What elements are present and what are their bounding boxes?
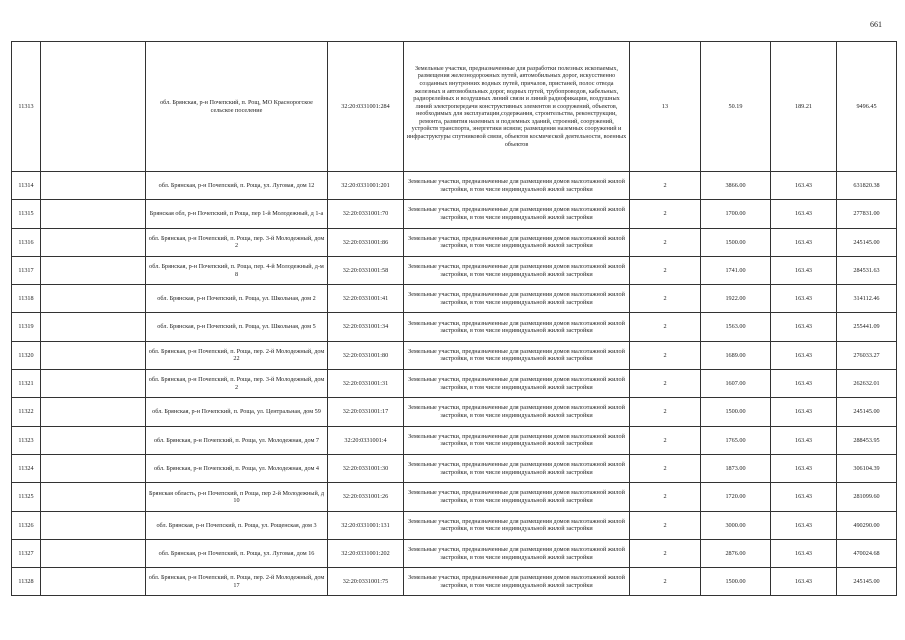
cadastral-value-cell: 490290.00: [837, 511, 897, 539]
table-row: [12, 200, 897, 228]
group-cell: 2: [630, 568, 701, 596]
address-cell: обл. Брянская, р-н Почепский, п. Роща, ул. Луговая, дом 16: [146, 539, 328, 567]
specific-value-cell: 163.43: [771, 370, 837, 398]
address-cell: обл. Брянская, р-н Почепский, п. Роща, пер. 2-й Молодежный, дом 22: [146, 341, 328, 369]
table-row: [12, 426, 897, 454]
cadastral-number-cell: 32:20:0331001:41: [328, 285, 404, 313]
cadastral-value-cell: 306104.39: [837, 454, 897, 482]
empty-cell: [41, 454, 146, 482]
group-cell: 2: [630, 483, 701, 511]
address-cell: обл. Брянская, р-н Почепский, п. Рощ, МО Краснорогское сельское поселение: [146, 42, 328, 172]
address-cell: обл. Брянская, р-н Почепский, п. Роща, ул. Молодежная, дом 7: [146, 426, 328, 454]
row-number-cell: 11316: [12, 228, 41, 256]
cadastral-number-cell: 32:20:0331001:17: [328, 398, 404, 426]
area-cell: 1700.00: [701, 200, 771, 228]
table-row: [12, 228, 897, 256]
table-row: [12, 539, 897, 567]
land-use-cell: Земельные участки, предназначенные для размещения домов малоэтажной жилой застройки, в том числе индивидуальной жилой застройки: [404, 341, 630, 369]
area-cell: 1765.00: [701, 426, 771, 454]
cadastral-value-cell: 245145.00: [837, 568, 897, 596]
row-number-cell: 11319: [12, 313, 41, 341]
specific-value-cell: 163.43: [771, 511, 837, 539]
cadastral-value-cell: 277831.00: [837, 200, 897, 228]
specific-value-cell: 163.43: [771, 313, 837, 341]
area-cell: 1720.00: [701, 483, 771, 511]
cadastral-value-cell: 9496.45: [837, 42, 897, 172]
cadastral-value-cell: 631820.38: [837, 172, 897, 200]
table-row: [12, 256, 897, 284]
specific-value-cell: 163.43: [771, 426, 837, 454]
table-row: [12, 483, 897, 511]
address-cell: обл. Брянская, р-н Почепский, п. Роща, ул. Луговая, дом 12: [146, 172, 328, 200]
empty-cell: [41, 483, 146, 511]
group-cell: 2: [630, 341, 701, 369]
row-number-cell: 11313: [12, 42, 41, 172]
row-number-cell: 11322: [12, 398, 41, 426]
table-row: [12, 370, 897, 398]
land-use-cell: Земельные участки, предназначенные для размещения домов малоэтажной жилой застройки, в том числе индивидуальной жилой застройки: [404, 539, 630, 567]
row-number-cell: 11320: [12, 341, 41, 369]
group-cell: 2: [630, 256, 701, 284]
cadastral-number-cell: 32:20:0331001:70: [328, 200, 404, 228]
table-row: [12, 313, 897, 341]
group-cell: 2: [630, 539, 701, 567]
land-use-cell: Земельные участки, предназначенные для размещения домов малоэтажной жилой застройки, в том числе индивидуальной жилой застройки: [404, 370, 630, 398]
table-row: [12, 568, 897, 596]
specific-value-cell: 163.43: [771, 568, 837, 596]
cadastral-number-cell: 32:20:0331001:30: [328, 454, 404, 482]
empty-cell: [41, 200, 146, 228]
row-number-cell: 11317: [12, 256, 41, 284]
cadastral-number-cell: 32:20:0331001:80: [328, 341, 404, 369]
cadastral-number-cell: 32:20:0331001:34: [328, 313, 404, 341]
cadastral-number-cell: 32:20:0331001:202: [328, 539, 404, 567]
land-use-cell: Земельные участки, предназначенные для размещения домов малоэтажной жилой застройки, в том числе индивидуальной жилой застройки: [404, 313, 630, 341]
group-cell: 2: [630, 370, 701, 398]
cadastral-value-cell: 245145.00: [837, 228, 897, 256]
area-cell: 1500.00: [701, 228, 771, 256]
row-number-cell: 11315: [12, 200, 41, 228]
empty-cell: [41, 341, 146, 369]
row-number-cell: 11324: [12, 454, 41, 482]
row-number-cell: 11314: [12, 172, 41, 200]
land-use-cell: Земельные участки, предназначенные для размещения домов малоэтажной жилой застройки, в том числе индивидуальной жилой застройки: [404, 568, 630, 596]
land-use-cell: Земельные участки, предназначенные для размещения домов малоэтажной жилой застройки, в том числе индивидуальной жилой застройки: [404, 483, 630, 511]
area-cell: 2876.00: [701, 539, 771, 567]
address-cell: обл. Брянская, р-н Почепский, п. Роща, ул. Школьная, дом 2: [146, 285, 328, 313]
land-use-cell: Земельные участки, предназначенные для размещения домов малоэтажной жилой застройки, в том числе индивидуальной жилой застройки: [404, 200, 630, 228]
empty-cell: [41, 285, 146, 313]
empty-cell: [41, 398, 146, 426]
empty-cell: [41, 568, 146, 596]
specific-value-cell: 163.43: [771, 483, 837, 511]
land-use-cell: Земельные участки, предназначенные для размещения домов малоэтажной жилой застройки, в том числе индивидуальной жилой застройки: [404, 454, 630, 482]
empty-cell: [41, 539, 146, 567]
cadastral-value-cell: 255441.09: [837, 313, 897, 341]
row-number-cell: 11328: [12, 568, 41, 596]
empty-cell: [41, 313, 146, 341]
area-cell: 1607.00: [701, 370, 771, 398]
group-cell: 2: [630, 228, 701, 256]
empty-cell: [41, 172, 146, 200]
land-use-cell: Земельные участки, предназначенные для размещения домов малоэтажной жилой застройки, в том числе индивидуальной жилой застройки: [404, 228, 630, 256]
row-number-cell: 11325: [12, 483, 41, 511]
cadastral-value-cell: 281099.60: [837, 483, 897, 511]
specific-value-cell: 189.21: [771, 42, 837, 172]
address-cell: обл. Брянская, р-н Почепский, п. Роща, пер. 4-й Молодежный, д-м 8: [146, 256, 328, 284]
area-cell: 1563.00: [701, 313, 771, 341]
group-cell: 2: [630, 285, 701, 313]
area-cell: 1873.00: [701, 454, 771, 482]
specific-value-cell: 163.43: [771, 341, 837, 369]
specific-value-cell: 163.43: [771, 285, 837, 313]
specific-value-cell: 163.43: [771, 256, 837, 284]
cadastral-number-cell: 32:20:0331001:26: [328, 483, 404, 511]
cadastral-number-cell: 32:20:0331001:75: [328, 568, 404, 596]
row-number-cell: 11318: [12, 285, 41, 313]
cadastral-number-cell: 32:20:0331001:4: [328, 426, 404, 454]
row-number-cell: 11326: [12, 511, 41, 539]
area-cell: 1741.00: [701, 256, 771, 284]
table-row: [12, 285, 897, 313]
area-cell: 1500.00: [701, 398, 771, 426]
cadastral-number-cell: 32:20:0331001:31: [328, 370, 404, 398]
cadastral-number-cell: 32:20:0331001:284: [328, 42, 404, 172]
cadastral-number-cell: 32:20:0331001:201: [328, 172, 404, 200]
cadastral-value-cell: 314112.46: [837, 285, 897, 313]
cadastral-number-cell: 32:20:0331001:58: [328, 256, 404, 284]
land-use-cell: Земельные участки, предназначенные для размещения домов малоэтажной жилой застройки, в том числе индивидуальной жилой застройки: [404, 426, 630, 454]
area-cell: 1689.00: [701, 341, 771, 369]
page-number: 661: [870, 20, 882, 29]
group-cell: 2: [630, 426, 701, 454]
area-cell: 3866.00: [701, 172, 771, 200]
group-cell: 2: [630, 398, 701, 426]
row-number-cell: 11321: [12, 370, 41, 398]
empty-cell: [41, 370, 146, 398]
table-row: [12, 454, 897, 482]
row-number-cell: 11327: [12, 539, 41, 567]
empty-cell: [41, 511, 146, 539]
cadastral-value-cell: 470024.68: [837, 539, 897, 567]
land-use-cell: Земельные участки, предназначенные для размещения домов малоэтажной жилой застройки, в том числе индивидуальной жилой застройки: [404, 172, 630, 200]
land-use-cell: Земельные участки, предназначенные для размещения домов малоэтажной жилой застройки, в том числе индивидуальной жилой застройки: [404, 256, 630, 284]
area-cell: 1922.00: [701, 285, 771, 313]
address-cell: обл. Брянская, р-н Почепский, п. Роща, пер. 3-й Молодежный, дом 2: [146, 228, 328, 256]
cadastral-number-cell: 32:20:0331001:131: [328, 511, 404, 539]
address-cell: обл. Брянская, р-н Почепский, п. Роща, ул. Молодежная, дом 4: [146, 454, 328, 482]
empty-cell: [41, 42, 146, 172]
empty-cell: [41, 228, 146, 256]
land-use-cell: Земельные участки, предназначенные для размещения домов малоэтажной жилой застройки, в том числе индивидуальной жилой застройки: [404, 398, 630, 426]
group-cell: 2: [630, 454, 701, 482]
land-use-cell: Земельные участки, предназначенные для размещения домов малоэтажной жилой застройки, в том числе индивидуальной жилой застройки: [404, 285, 630, 313]
address-cell: Брянская область, р-н Почепский, п Роща, пер 2-й Молодежный, д 10: [146, 483, 328, 511]
land-use-cell: Земельные участки, предназначенные для разработки полезных ископаемых, размещения железнодорожных путей, автомобильных дорог, искусственно созданных внутренних водных путей, причалов, пристаней, полос отвода железных и автомобильных дорог, водных путей, трубопроводов, кабельных, радиорелейных и воздушных линий связи и линий радиофикации, воздушных линий электропередачи конструктивных элементов и сооружений, объектов, необходимых для эксплуатации,содержания, строительства, реконструкции, ремонта, развития наземных и подземных зданий, строений, сооружений, устройств транспорта, энергетики исвязи; размещения наземных сооружений и инфраструктуры спутниковой связи, объектов космической деятельности, военных объектов: [404, 42, 630, 172]
specific-value-cell: 163.43: [771, 172, 837, 200]
address-cell: обл. Брянская, р-н Почепский, п. Роща, пер. 3-й Молодежный, дом 2: [146, 370, 328, 398]
group-cell: 2: [630, 200, 701, 228]
table-row: [12, 511, 897, 539]
table-row: [12, 341, 897, 369]
area-cell: 50.19: [701, 42, 771, 172]
group-cell: 2: [630, 313, 701, 341]
address-cell: Брянская обл, р-н Почепский, п Роща, пер 1-й Молодежный, д 1-а: [146, 200, 328, 228]
address-cell: обл. Брянская, р-н Почепский, п. Роща, ул. Рощенская, дом 3: [146, 511, 328, 539]
cadastral-value-cell: 262632.01: [837, 370, 897, 398]
address-cell: обл. Брянская, р-н Почепский, п. Роща, ул. Школьная, дом 5: [146, 313, 328, 341]
cadastral-value-cell: 276033.27: [837, 341, 897, 369]
group-cell: 2: [630, 511, 701, 539]
specific-value-cell: 163.43: [771, 398, 837, 426]
group-cell: 13: [630, 42, 701, 172]
address-cell: обл. Брянская, р-н Почепский, п. Роща, ул. Центральная, дом 59: [146, 398, 328, 426]
table-row: [12, 42, 897, 172]
specific-value-cell: 163.43: [771, 200, 837, 228]
specific-value-cell: 163.43: [771, 228, 837, 256]
specific-value-cell: 163.43: [771, 454, 837, 482]
cadastral-value-cell: 288453.95: [837, 426, 897, 454]
cadastral-number-cell: 32:20:0331001:86: [328, 228, 404, 256]
area-cell: 1500.00: [701, 568, 771, 596]
land-use-cell: Земельные участки, предназначенные для размещения домов малоэтажной жилой застройки, в том числе индивидуальной жилой застройки: [404, 511, 630, 539]
cadastral-value-table: [11, 41, 897, 596]
table-row: [12, 172, 897, 200]
cadastral-value-cell: 245145.00: [837, 398, 897, 426]
row-number-cell: 11323: [12, 426, 41, 454]
empty-cell: [41, 426, 146, 454]
area-cell: 3000.00: [701, 511, 771, 539]
table-row: [12, 398, 897, 426]
cadastral-value-cell: 284531.63: [837, 256, 897, 284]
specific-value-cell: 163.43: [771, 539, 837, 567]
group-cell: 2: [630, 172, 701, 200]
address-cell: обл. Брянская, р-н Почепский, п. Роща, пер. 2-й Молодежный, дом 17: [146, 568, 328, 596]
empty-cell: [41, 256, 146, 284]
